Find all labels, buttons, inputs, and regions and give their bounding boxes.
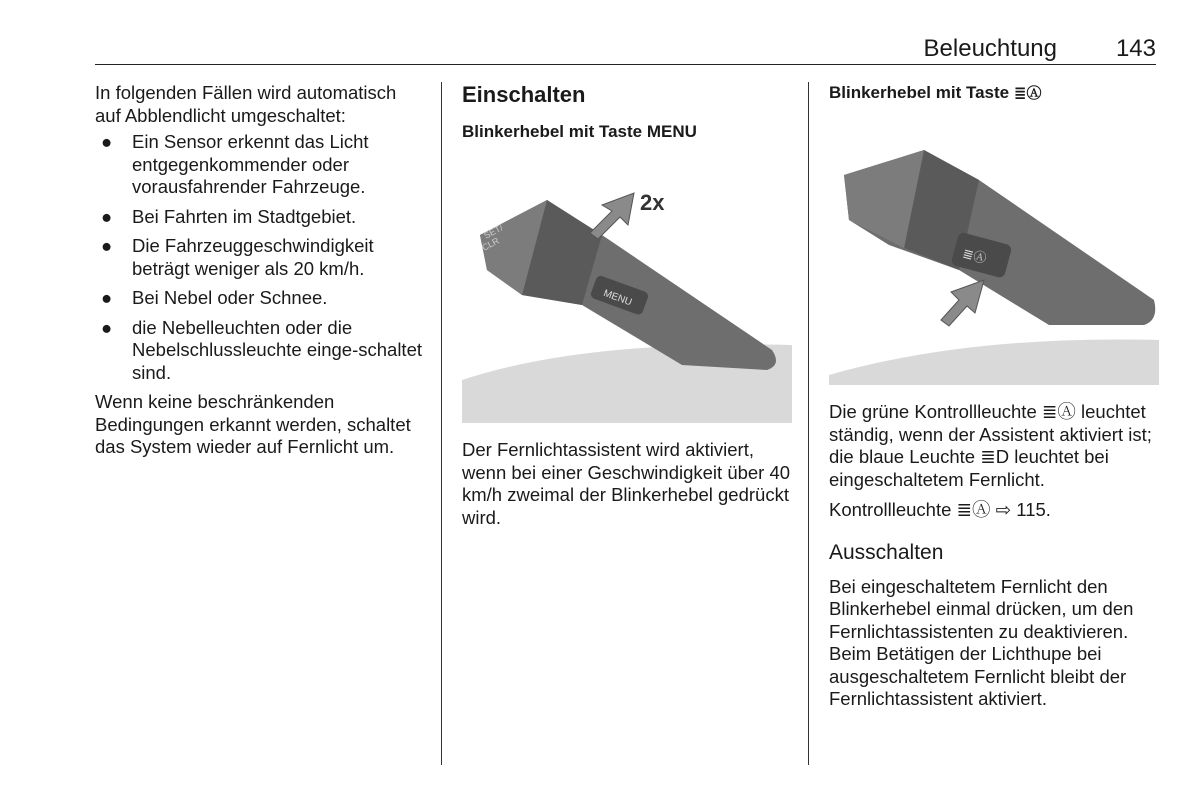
column-left <box>95 82 425 459</box>
column-divider <box>441 82 442 765</box>
press-count: 2x <box>640 190 665 215</box>
figure-lever-menu <box>462 155 792 423</box>
high-beam-assist-icon: ≣Ⓐ <box>1013 84 1042 102</box>
column-right <box>829 82 1159 711</box>
subheading-menu-lever: Blinkerhebel mit Taste MENU <box>462 122 697 141</box>
section-title: Beleuchtung <box>923 35 1057 62</box>
subheading-button-lever: Blinkerhebel mit Taste ≣Ⓐ <box>829 83 1042 102</box>
figure-lever-button <box>829 120 1159 385</box>
column-divider <box>808 82 809 765</box>
set-label: SET/ <box>482 222 505 241</box>
bullet-icon: ● <box>101 316 113 338</box>
indicator-paragraph: Die grüne Kontrollleuchte ≣Ⓐ leuchtet ständig, wenn der Assistent aktiviert ist; die blaue Leuchte ≣D leuchtet bei eingeschaltetem Fernlicht. <box>829 401 1152 490</box>
column-middle <box>462 82 792 529</box>
list-item: ● Bei Fahrten im Stadtgebiet. <box>101 205 357 227</box>
button-symbol: ≣Ⓐ <box>961 245 988 267</box>
bullet-icon: ● <box>101 235 113 256</box>
list-item: ● Die Fahrzeuggeschwindigkeit beträgt weniger als 20 km/h. <box>101 235 374 279</box>
outro-paragraph: Wenn keine beschränkenden Bedingungen erkannt werden, schaltet das System wieder auf Fernlicht um. <box>95 391 411 457</box>
list-item: ● Ein Sensor erkennt das Licht entgegenkommender oder vorausfahrender Fahrzeuge. <box>101 131 369 197</box>
reference-paragraph: Kontrollleuchte ≣Ⓐ ⇨ 115. <box>829 499 1051 520</box>
bullet-icon: ● <box>101 131 113 152</box>
section-heading-ausschalten: Ausschalten <box>829 540 944 564</box>
section-heading-einschalten: Einschalten <box>462 82 586 107</box>
menu-button-label: MENU <box>601 287 634 309</box>
activation-paragraph: Der Fernlichtassistent wird aktiviert, wenn bei einer Geschwindigkeit über 40 km/h zweimal der Blinkerhebel gedrückt wird. <box>462 439 791 528</box>
list-item: ● Bei Nebel oder Schnee. <box>101 287 328 308</box>
page-number: 143 <box>1115 35 1156 62</box>
bullet-icon: ● <box>101 205 113 227</box>
conditions-list <box>95 131 425 384</box>
intro-paragraph: In folgenden Fällen wird automatisch auf Abblendlicht umgeschaltet: <box>95 82 397 126</box>
list-item: ● die Nebelleuchten oder die Nebelschlussleuchte einge-schaltet sind. <box>101 316 423 383</box>
page-header <box>95 30 1156 65</box>
bullet-icon: ● <box>101 287 113 308</box>
clr-label: CLR <box>480 235 501 253</box>
deactivation-paragraph: Bei eingeschaltetem Fernlicht den Blinkerhebel einmal drücken, um den Fernlichtassistenten zu deaktivieren. Beim Betätigen der Lichthupe bei ausgeschaltetem Fernlicht bleibt der Fernlichtassistent aktiviert. <box>829 575 1134 709</box>
